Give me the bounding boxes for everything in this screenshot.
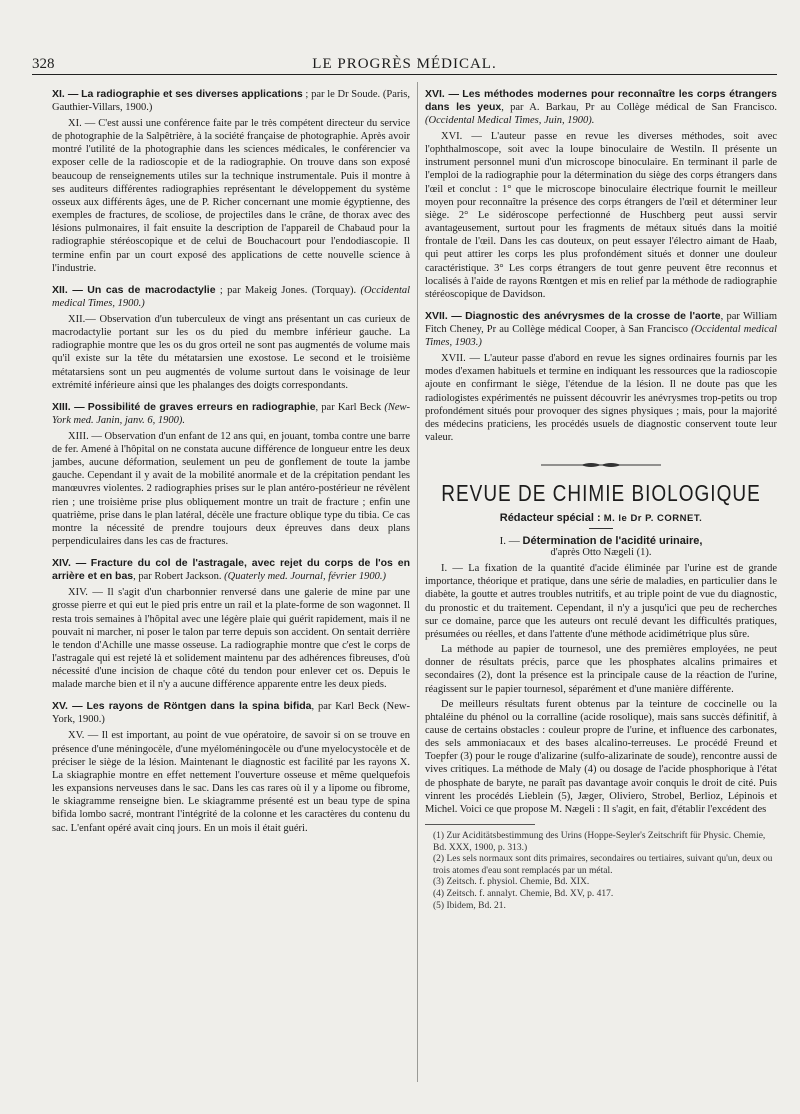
- article-body: XV. — Il est important, au point de vue opératoire, de savoir si on se trouve en présence d'une méningocèle, d'une myéloméningocèle ou d'une myelocystocèle et de préciser le siège de la lésion. Maintenant le diagnostic est facilité par les rayons X. La skiagraphie montre en effet nettement l'ouverture osseuse et même quelquefois les expansions nerveuses dans le sac. Dans les cas rares où il y a lipome ou fibrome, le skiagramme renseigne bien. Le skiagramme présenté est un beau type de spina bifida lombo sacré, montrant l'intégrité de la colonne et les caractères du contenu du sac. L'enfant opéré avait cinq jours. En un mois il était guéri.: [52, 730, 410, 834]
- article-xii: [52, 284, 410, 392]
- footnote: (3) Zeitsch. f. physiol. Chemie, Bd. XIX.: [433, 877, 590, 888]
- article-xiii: [52, 401, 410, 548]
- article-xvi: [425, 88, 777, 301]
- footnote: (4) Zeitsch. f. annalyt. Chemie, Bd. XV, p. 417.: [433, 889, 614, 900]
- page-number: 328: [32, 56, 55, 72]
- article-reference: , par Karl Beck (New-York, 1900.): [52, 701, 410, 726]
- article-heading: [52, 700, 410, 726]
- section-editor: [425, 512, 777, 524]
- short-rule: [589, 528, 613, 529]
- article-heading: [425, 88, 777, 127]
- article-body: XI. — C'est aussi une conférence faite par le très compétent directeur du service de photographie de la Salpêtrière, à la société française de photographie. Après avoir montré l'utilité de la photographie dans les sciences médicales, le conférencier va exposer celle de la radioscopie et de la radiographie. On trouve dans son exposé beaucoup de renseignements utiles sur la technique instrumentale. Puis il montre à ses auditeurs différentes radiographies représentant le développement du système osseux aux différents âges, une de P. Richer concernant une momie égyptienne, des exemples de fractures, de scoliose, de projectiles dans le crâne, de thorax avec des lésions pulmonaires, il fait ensuite la description de l'appareil de Chabaud pour la radiographie stéréoscopique et de celui de Bouchacourt pour l'endodiascopie. Il termine enfin par un court exposé des applications de cette nouvelle science à l'industrie.: [52, 118, 410, 274]
- article-title: Possibilité de graves erreurs en radiographie: [87, 400, 316, 413]
- article-heading: [52, 557, 410, 583]
- article-title: Fracture du col de l'astragale, avec rejet du corps de l'os en arrière et en bas: [52, 557, 411, 583]
- article-number: XI. —: [52, 88, 79, 100]
- article-number: XVI. —: [425, 88, 459, 100]
- subsection-number: I. —: [499, 535, 520, 548]
- footnote-rule: [425, 824, 535, 825]
- article-source: (Occidental Medical Times, Juin, 1900).: [425, 115, 595, 126]
- paragraph: De meilleurs résultats furent obtenus par la teinture de coccinelle ou la phtaléine du phénol ou la corralline (acide rosolique), mais sans succès définitif, à cause de certains obstacles : couleur propre de l'urine, et influence des carbonates, des sels ammoniacaux et des bases alcalino-terreuses. Le procédé Freund et Toepfer (3) pour le rouge d'alizarine (sulfo-alizarinate de soude), rencontre aussi de vives critiques. La méthode de Maly (4) ou dosage de l'acide phosphorique à l'état de phosphate de baryte, ne paraît pas davantage avoir conquis le droit de cité. Puis vinrent les procédés Lieblein (5), Jæger, Oliviero, Strobel, Berlioz, Lépinois et Michel. Voici ce que propose M. Nægeli : Il s'agit, en fait, d'établir l'excédent des: [425, 698, 777, 815]
- article-source: (New-York med. Janin, janv. 6, 1900).: [52, 401, 411, 426]
- article-reference: , par William Fitch Cheney, Pr au Collège médical Cooper, à San Francisco: [425, 311, 777, 336]
- article-title: Les rayons de Röntgen dans la spina bifida: [86, 700, 312, 713]
- subsection-title: Détermination de l'acidité urinaire,: [522, 535, 703, 548]
- article-body: XIII. — Observation d'un enfant de 12 ans qui, en jouant, tomba contre une barre de fer. Amené à l'hôpital on ne constata aucune différence de longueur entre les deux jambes, aucune déformation, seulement un peu de gonflement de toute la jambe gauche. Cependant il y avait de la mobilité anormale et de la crépitation pendant les manœuvres violentes. 2 radiographies prises sur le plan antéro-postérieur ne révèlent rien ; une troisième prise plus obliquement montre un trait de fracture ; enfin une quatrième, prise dans le plan latéral, décèle une fracture oblique type du tibia. Ce cas montre la nécessité de prendre toujours deux épreuves dans deux plans perpendiculaires dans les cas de fractures.: [52, 430, 410, 548]
- editor-name: M. le Dr P. CORNET.: [603, 513, 703, 525]
- article-xi: [52, 88, 410, 275]
- article-body: XVII. — L'auteur passe d'abord en revue les signes ordinaires fournis par les modes d'examen habituels et termine en indiquant les ressources que la radioscopie ajoute en confirmant le siège, l'étendue de la lésion. Il ne doute pas que les radiologistes expérimentés ne puissent découvrir les anévrysmes trop-petits ou trop profondément situés pour provoquer des signes physiques ; mais, pour la majorité des médecins praticiens, les procédés usuels de diagnostic conservent toute leur valeur.: [425, 353, 777, 443]
- article-number: XV. —: [52, 700, 83, 713]
- paragraph: I. — La fixation de la quantité d'acide éliminée par l'urine est de grande importance, théorique et pratique, dans une série de maladies, en particulier dans le diabète, la goutte et autres troubles nutritifs, et au triple point de vue du diagnostic, du pronostic et du traitement. Cependant, il n'y a jusqu'ici que peu de recherches sur ce domaine, parce que les auteurs ont reculé devant les difficultés pratiques, présumées ou réelles, et dans l'attente d'une méthode acidimétrique plus sûre.: [425, 563, 777, 640]
- article-source: (Quaterly med. Journal, février 1900.): [224, 571, 386, 583]
- footnote: (5) Ibidem, Bd. 21.: [433, 900, 506, 911]
- article-heading: [425, 310, 777, 349]
- article-source: (Occidental medical Times, 1903.): [425, 324, 777, 349]
- article-number: XIV. —: [52, 557, 87, 570]
- footnote: (1) Zur Aciditätsbestimmung des Urins (Hoppe-Seyler's Zeitschrift für Physic. Chemie, Bd. XXX, 1900, p. 313.): [433, 831, 766, 853]
- journal-title: LE PROGRÈS MÉDICAL.: [312, 56, 497, 72]
- article-number: XIII. —: [52, 400, 85, 413]
- article-reference: , par A. Barkau, Pr au Collège médical de San Francisco.: [501, 102, 777, 113]
- section-title: REVUE DE CHIMIE BIOLOGIQUE: [441, 481, 761, 508]
- article-body: XII.— Observation d'un tuberculeux de vingt ans présentant un cas curieux de macrodactylie portant sur les os du pied du membre inférieur gauche. La radiographie montre que les os du gros orteil ne sont pas augmentés de volume mais qu'il existe sur la tête du métatarsien une exostose. Le second et le troisième métatarsiens sont un peu augmentés de volume surtout dans le voisinage de leur extrémité inférieure ainsi que les phalanges des doigts correspondants.: [52, 313, 410, 391]
- left-column: [52, 88, 410, 844]
- article-xiv: [52, 557, 410, 691]
- article-body: XVI. — L'auteur passe en revue les diverses méthodes, soit avec l'ophthalmoscope, soit avec la loupe binoculaire de Westiln. Il présente un instrument personnel muni d'un microscope binoculaire. En terminant il parle de l'emploi de la radiographie pour la détermination du siège des corps étrangers dans l'œil et conclut : 1° que le microscope binoculaire électrique fournit le meilleur moyen pour reconnaître la présence des corps étrangers de l'œil et déterminer leur siège. 2° Le sidéroscope perfectionné de Huschberg peut aussi servir avantageusement, surtout pour les fragments de métaux situés dans la moitié frontale de l'œil. Dans les cas douteux, on peut essayer l'électro aimant de Haab, qui peut attirer les corps les plus profondément situés et donner une douleur caractéristique. 3° Les corps étrangers de tout genre peuvent être reconnus et localisés à l'aide de rayons Rœntgen et mis en relief par la méthode de radiographie stéréoscopique de Davidson.: [425, 131, 777, 300]
- article-title: Les méthodes modernes pour reconnaître les corps étrangers dans les yeux: [425, 88, 777, 113]
- article-body: XIV. — Il s'agit d'un charbonnier renversé dans une galerie de mine par une grosse pierre et qui eut le pied pris entre un rail et la plate-forme de son wagonnet. Il resta trois semaines à l'hôpital avec une légère plaie qui guérit rapidement, mais il ne pouvait ni marcher, ni poser le talon par terre depuis son accident. On sentait derrière le tendon d'Achille une masse osseuse. La radiographie montre que c'est le corps de l'astragale qui est rejeté là et solidement maintenu par des adhérences fibreuses, d'où nécessité d'une incision de chaque côté du tendon pour enlever cet os. Depuis le malade marche bien et il n'y a aucune différence apparente entre les deux pieds.: [52, 587, 410, 691]
- footnote: (2) Les sels normaux sont dits primaires, secondaires ou tertiaires, suivant qu'un, deux ou trois atomes d'eau sont remplacés par un métal.: [433, 854, 773, 876]
- article-source: (Occidental medical Times, 1900.): [52, 284, 411, 309]
- page-header: [32, 56, 777, 75]
- article-title: La radiographie et ses diverses applications: [81, 88, 303, 100]
- right-column: [425, 88, 777, 912]
- article-xv: [52, 700, 410, 834]
- editor-label: Rédacteur spécial :: [499, 512, 601, 525]
- article-heading: [52, 284, 410, 310]
- article-heading: [52, 401, 410, 427]
- article-reference: , par Robert Jackson.: [133, 571, 225, 583]
- article-heading: [52, 88, 410, 114]
- article-number: XVII. —: [425, 310, 462, 323]
- article-title: Un cas de macrodactylie: [87, 283, 216, 296]
- subsection-heading: [425, 535, 777, 547]
- article-reference: ; par Makeig Jones. (Torquay).: [215, 284, 361, 296]
- column-divider: [417, 82, 418, 1082]
- section-ornament: [425, 456, 777, 474]
- article-reference: ; par le Dr Soude. (Paris, Gauthier-Villars, 1900.): [52, 89, 411, 113]
- article-title: Diagnostic des anévrysmes de la crosse de l'aorte: [465, 310, 721, 323]
- subsection-author: d'après Otto Nægeli (1).: [550, 547, 652, 559]
- article-number: XII. —: [52, 283, 83, 296]
- paragraph: La méthode au papier de tournesol, une des premières employées, ne peut donner de résultats précis, parce que les phosphates alcalins primaires et secondaires (2), dont la présence est la principale cause de la réaction de l'urine, réagissent sur le papier tournesol, séparément et d'une manière différente.: [425, 644, 777, 695]
- article-xvii: [425, 310, 777, 444]
- article-reference: , par Karl Beck: [315, 401, 385, 413]
